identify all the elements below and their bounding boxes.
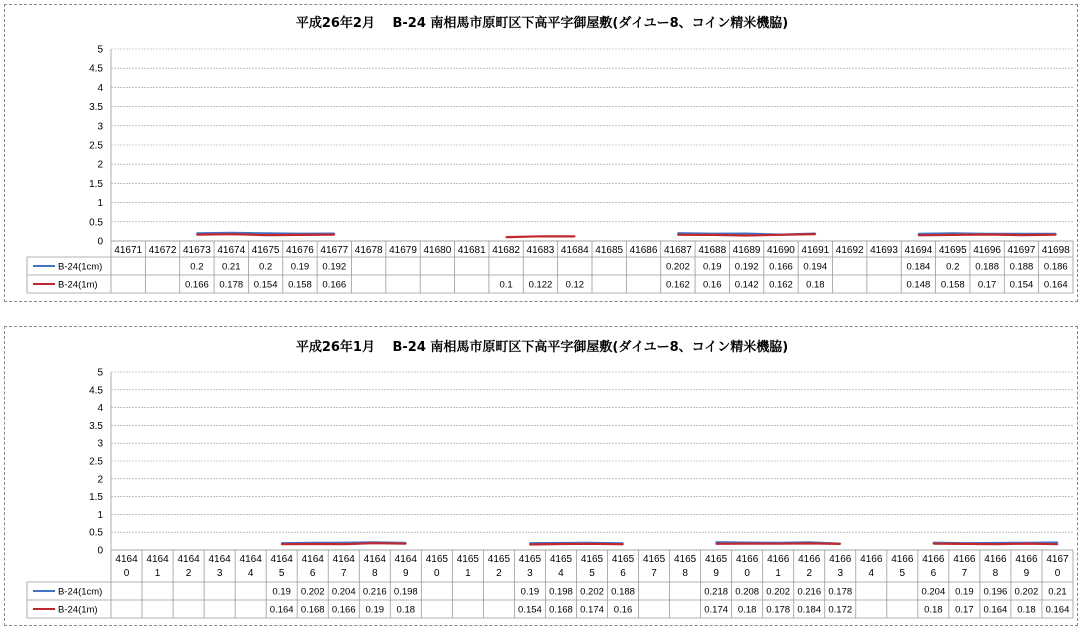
x-tick-label: 41683 <box>526 245 555 256</box>
data-label: 0.2 <box>258 261 273 273</box>
data-label: 0.208 <box>735 586 760 598</box>
x-tick-label: 8 <box>371 568 378 579</box>
x-tick-label: 4166 <box>798 554 821 565</box>
x-tick-label: 41675 <box>251 245 280 256</box>
x-tick-label: 6 <box>620 568 626 579</box>
data-point <box>1057 543 1059 545</box>
x-tick-label: 7 <box>961 568 968 579</box>
y-tick-label: 5 <box>97 367 103 379</box>
data-label: 0.192 <box>734 261 759 273</box>
data-label: 0.17 <box>977 279 997 291</box>
x-tick-label: 2 <box>806 568 813 579</box>
y-tick-label: 3 <box>97 121 103 133</box>
x-tick-label: 4 <box>247 568 254 579</box>
x-tick-label: 5 <box>899 568 906 579</box>
x-tick-label: 41687 <box>663 245 692 256</box>
data-label: 0.164 <box>983 604 1008 616</box>
x-tick-label: 0 <box>123 568 130 579</box>
x-tick-label: 4165 <box>642 554 666 565</box>
data-point <box>265 234 267 236</box>
data-label: 0.2 <box>190 261 204 273</box>
data-point <box>1057 542 1059 544</box>
x-tick-label: 4166 <box>984 554 1007 565</box>
x-tick-label: 5 <box>278 568 285 579</box>
data-point <box>780 234 782 236</box>
x-tick-label: 41695 <box>938 245 967 256</box>
data-label: 0.188 <box>1009 261 1034 273</box>
x-tick-label: 4166 <box>891 554 914 565</box>
x-tick-label: 41686 <box>629 245 658 256</box>
data-label: 0.166 <box>331 604 356 616</box>
data-point <box>808 543 810 545</box>
data-point <box>281 543 283 545</box>
x-tick-label: 4164 <box>270 554 293 565</box>
data-label: 0.178 <box>219 279 244 291</box>
data-label: 0.122 <box>528 279 553 291</box>
x-tick-label: 4165 <box>611 554 635 565</box>
x-tick-label: 9 <box>1023 568 1030 579</box>
data-point <box>1021 234 1023 236</box>
data-label: 0.19 <box>703 261 722 273</box>
x-tick-label: 41685 <box>595 245 624 256</box>
y-tick-label: 4 <box>97 403 103 415</box>
data-point <box>746 233 748 235</box>
x-tick-label: 8 <box>682 568 688 579</box>
x-tick-label: 0 <box>434 568 440 579</box>
y-tick-label: 5 <box>97 44 103 56</box>
x-tick-label: 4164 <box>239 554 262 565</box>
data-label: 0.162 <box>769 279 793 291</box>
data-point <box>196 234 198 236</box>
data-label: 0.12 <box>565 279 585 291</box>
data-label: 0.16 <box>613 604 633 616</box>
data-label: 0.186 <box>1043 261 1068 273</box>
x-tick-label: 4166 <box>736 554 759 565</box>
x-tick-label: 4165 <box>487 554 511 565</box>
x-tick-label: 41692 <box>835 245 864 256</box>
y-tick-label: 4 <box>97 82 103 94</box>
x-tick-label: 41690 <box>767 245 795 256</box>
data-label: 0.174 <box>580 604 604 616</box>
y-tick-label: 3 <box>97 438 103 450</box>
x-tick-label: 41698 <box>1041 245 1070 256</box>
data-label: 0.168 <box>300 604 325 616</box>
data-point <box>839 543 841 545</box>
data-label: 0.168 <box>549 604 573 616</box>
data-label: 0.196 <box>983 586 1008 598</box>
data-label: 0.19 <box>955 586 974 598</box>
data-point <box>374 542 376 544</box>
x-tick-label: 4165 <box>549 554 573 565</box>
data-point <box>952 234 954 236</box>
x-tick-label: 4164 <box>394 554 417 565</box>
data-label: 0.218 <box>704 586 729 598</box>
data-label: 0.178 <box>828 586 853 598</box>
y-tick-label: 3.5 <box>89 420 103 432</box>
x-tick-label: 4165 <box>673 554 697 565</box>
data-label: 0.19 <box>272 586 291 598</box>
y-tick-label: 1 <box>97 509 103 521</box>
data-label: 0.166 <box>322 279 347 291</box>
data-label: 0.202 <box>300 586 325 598</box>
y-tick-label: 2.5 <box>89 140 103 152</box>
y-tick-label: 1.5 <box>89 178 103 190</box>
x-tick-label: 41681 <box>457 245 486 256</box>
data-label: 0.202 <box>766 586 791 598</box>
data-point <box>715 543 717 545</box>
x-tick-label: 4 <box>558 568 564 579</box>
x-tick-label: 4164 <box>146 554 169 565</box>
series-line <box>530 544 623 545</box>
data-point <box>1055 234 1057 236</box>
x-tick-label: 3 <box>527 568 533 579</box>
data-point <box>265 233 267 235</box>
data-label: 0.198 <box>393 586 418 598</box>
y-tick-label: 4.5 <box>89 385 103 397</box>
data-label: 0.154 <box>1009 279 1034 291</box>
data-label: 0.216 <box>797 586 822 598</box>
x-tick-label: 41691 <box>801 245 830 256</box>
x-tick-label: 5 <box>589 568 595 579</box>
data-label: 0.154 <box>253 279 278 291</box>
x-tick-label: 9 <box>713 568 719 579</box>
data-point <box>933 543 935 545</box>
data-label: 0.188 <box>611 586 635 598</box>
y-tick-label: 0 <box>97 545 103 557</box>
x-tick-label: 4 <box>868 568 875 579</box>
x-tick-label: 41676 <box>286 245 314 256</box>
x-tick-label: 6 <box>930 568 937 579</box>
x-tick-label: 2 <box>185 568 192 579</box>
data-label: 0.166 <box>185 279 209 291</box>
data-label: 0.18 <box>806 279 825 291</box>
data-label: 0.21 <box>222 261 241 273</box>
x-tick-label: 4165 <box>705 554 728 565</box>
data-point <box>986 234 988 236</box>
data-label: 0.2 <box>946 261 960 273</box>
data-point <box>1026 543 1028 545</box>
data-label: 0.184 <box>906 261 931 273</box>
data-point <box>995 543 997 545</box>
data-label: 0.18 <box>1017 604 1036 616</box>
data-point <box>334 234 336 236</box>
x-tick-label: 6 <box>309 568 316 579</box>
x-tick-label: 4166 <box>860 554 883 565</box>
chart-panel-february <box>4 4 1078 302</box>
x-tick-label: 4164 <box>363 554 386 565</box>
x-tick-label: 41697 <box>1007 245 1036 256</box>
y-tick-label: 2.5 <box>89 456 103 468</box>
data-point <box>540 236 542 238</box>
data-point <box>405 543 407 545</box>
chart-title: 平成26年2月 B-24 南相馬市原町区下高平字御屋敷(ダイユー8、コイン精米機脇) <box>295 16 789 31</box>
data-label: 0.198 <box>549 586 573 598</box>
data-label: 0.19 <box>365 604 385 616</box>
x-tick-label: 4166 <box>829 554 852 565</box>
data-point <box>964 543 966 545</box>
data-point <box>560 543 562 545</box>
data-label: 0.164 <box>269 604 294 616</box>
data-label: 0.204 <box>921 586 946 598</box>
data-point <box>312 543 314 545</box>
data-label: 0.216 <box>362 586 387 598</box>
chart-title: 平成26年1月 B-24 南相馬市原町区下高平字御屋敷(ダイユー8、コイン精米機脇) <box>295 340 789 355</box>
legend-label: B-24(1cm) <box>58 586 103 598</box>
x-tick-label: 4164 <box>301 554 324 565</box>
x-tick-label: 1 <box>465 568 471 579</box>
x-tick-label: 4165 <box>425 554 448 565</box>
y-tick-label: 2 <box>97 474 103 486</box>
x-tick-label: 41693 <box>870 245 898 256</box>
x-tick-label: 8 <box>992 568 999 579</box>
data-label: 0.202 <box>580 586 604 598</box>
x-tick-label: 4164 <box>208 554 231 565</box>
data-point <box>505 236 507 238</box>
y-tick-label: 0 <box>97 236 103 248</box>
x-tick-label: 0 <box>1054 568 1061 579</box>
data-point <box>815 233 817 235</box>
x-tick-label: 41673 <box>182 245 211 256</box>
x-tick-label: 4164 <box>332 554 355 565</box>
data-label: 0.148 <box>906 279 931 291</box>
y-tick-label: 0.5 <box>89 217 103 229</box>
x-tick-label: 4165 <box>518 554 542 565</box>
data-point <box>746 235 748 237</box>
data-label: 0.18 <box>924 604 943 616</box>
y-tick-label: 4.5 <box>89 63 103 75</box>
data-label: 0.19 <box>290 261 310 273</box>
data-label: 0.202 <box>1014 586 1039 598</box>
x-tick-label: 41674 <box>217 245 246 256</box>
data-label: 0.17 <box>955 604 974 616</box>
x-tick-label: 4167 <box>1046 554 1069 565</box>
legend-label: B-24(1m) <box>58 604 98 616</box>
y-tick-label: 1 <box>97 198 103 210</box>
x-tick-label: 41672 <box>148 245 177 256</box>
data-point <box>574 236 576 238</box>
data-label: 0.16 <box>703 279 722 291</box>
data-point <box>777 543 779 545</box>
data-label: 0.154 <box>518 604 542 616</box>
y-tick-label: 2 <box>97 159 103 171</box>
x-tick-label: 4165 <box>456 554 479 565</box>
data-point <box>746 543 748 545</box>
data-label: 0.202 <box>666 261 690 273</box>
x-tick-label: 41671 <box>114 245 143 256</box>
x-tick-label: 4166 <box>922 554 945 565</box>
x-tick-label: 7 <box>651 568 657 579</box>
data-label: 0.204 <box>331 586 356 598</box>
x-tick-label: 41688 <box>698 245 727 256</box>
legend-label: B-24(1cm) <box>58 261 103 273</box>
x-tick-label: 9 <box>403 568 409 579</box>
x-tick-label: 7 <box>340 568 347 579</box>
data-label: 0.174 <box>704 604 729 616</box>
data-label: 0.164 <box>1045 604 1070 616</box>
x-tick-label: 41682 <box>492 245 521 256</box>
data-point <box>299 234 301 236</box>
data-label: 0.158 <box>940 279 965 291</box>
data-point <box>343 543 345 545</box>
x-tick-label: 4165 <box>580 554 604 565</box>
x-tick-label: 1 <box>154 568 161 579</box>
x-tick-label: 3 <box>216 568 223 579</box>
data-label: 0.142 <box>734 279 759 291</box>
data-label: 0.194 <box>803 261 828 273</box>
data-label: 0.164 <box>1043 279 1068 291</box>
legend-label: B-24(1m) <box>58 279 98 291</box>
data-label: 0.172 <box>828 604 853 616</box>
x-tick-label: 41677 <box>320 245 349 256</box>
data-label: 0.18 <box>396 604 416 616</box>
x-tick-label: 4164 <box>177 554 200 565</box>
data-point <box>918 235 920 237</box>
data-label: 0.158 <box>288 279 312 291</box>
x-tick-label: 0 <box>744 568 750 579</box>
data-label: 0.19 <box>520 586 540 598</box>
data-label: 0.178 <box>766 604 791 616</box>
x-tick-label: 2 <box>496 568 502 579</box>
x-tick-label: 4166 <box>767 554 790 565</box>
data-point <box>622 544 624 546</box>
x-tick-label: 4166 <box>953 554 976 565</box>
y-tick-label: 0.5 <box>89 527 103 539</box>
x-tick-label: 41680 <box>423 245 452 256</box>
data-point <box>591 543 593 545</box>
x-tick-label: 41689 <box>732 245 761 256</box>
chart-january <box>5 327 1077 625</box>
x-tick-label: 41679 <box>389 245 417 256</box>
x-tick-label: 41678 <box>354 245 383 256</box>
data-label: 0.188 <box>975 261 999 273</box>
x-tick-label: 41684 <box>560 245 589 256</box>
data-label: 0.18 <box>737 604 757 616</box>
data-label: 0.192 <box>322 261 347 273</box>
x-tick-label: 4166 <box>1015 554 1038 565</box>
chart-february <box>5 5 1077 301</box>
data-label: 0.162 <box>666 279 690 291</box>
y-tick-label: 1.5 <box>89 492 103 504</box>
chart-panel-january <box>4 326 1078 626</box>
data-point <box>529 544 531 546</box>
x-tick-label: 41694 <box>904 245 933 256</box>
data-point <box>711 234 713 236</box>
x-tick-label: 1 <box>775 568 781 579</box>
data-point <box>230 233 232 235</box>
data-label: 0.1 <box>499 279 513 291</box>
x-tick-label: 4164 <box>115 554 138 565</box>
y-tick-label: 3.5 <box>89 102 103 114</box>
data-label: 0.184 <box>797 604 822 616</box>
data-point <box>677 234 679 236</box>
x-tick-label: 41696 <box>973 245 1002 256</box>
x-tick-label: 3 <box>837 568 844 579</box>
data-label: 0.166 <box>769 261 793 273</box>
data-label: 0.21 <box>1048 586 1067 598</box>
